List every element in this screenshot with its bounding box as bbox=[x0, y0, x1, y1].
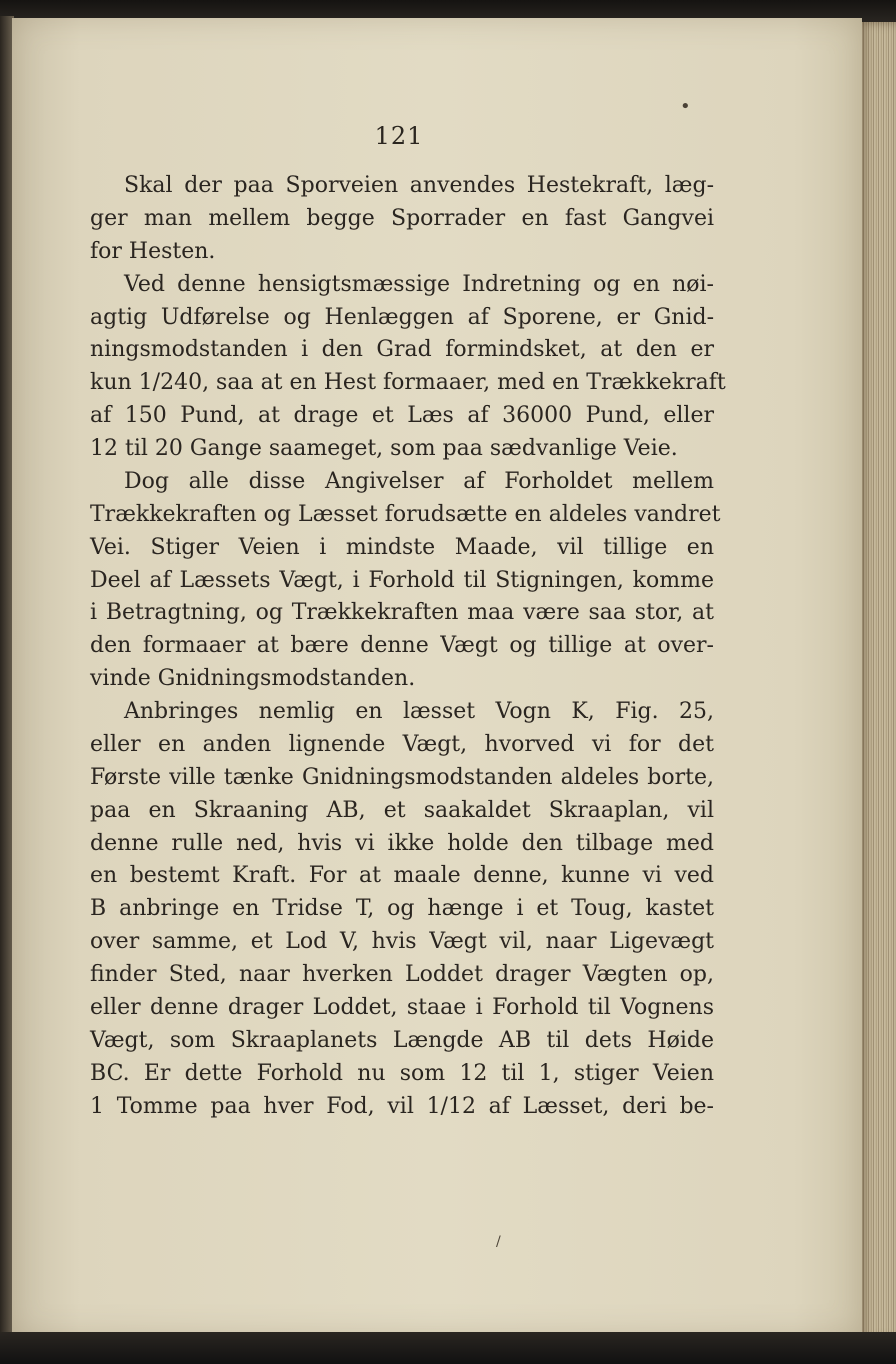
text-line: i Betragtning, og Trækkekraften maa være saa stor, at bbox=[90, 600, 714, 626]
text-line: Deel af Læssets Vægt, i Forhold til Stigningen, komme bbox=[90, 567, 714, 593]
page-number: 121 bbox=[374, 122, 424, 150]
text-line: kun 1/240, saa at en Hest formaaer, med en Trækkekraft bbox=[90, 370, 726, 396]
pencil-mark: / bbox=[496, 1234, 501, 1250]
text-line: ger man mellem begge Sporrader en fast Gangvei bbox=[90, 205, 714, 231]
text-line: Skal der paa Sporveien anvendes Hestekraft, læg- bbox=[124, 173, 714, 198]
text-line: Trækkekraften og Læsset forudsætte en aldeles vandret bbox=[90, 501, 721, 527]
text-line: finder Sted, naar hverken Loddet drager Vægten op, bbox=[90, 962, 714, 987]
text-line: af 150 Pund, at drage et Læs af 36000 Pund, eller bbox=[90, 403, 714, 429]
text-line: BC. Er dette Forhold nu som 12 til 1, stiger Veien bbox=[90, 1060, 714, 1086]
text-line: Ved denne hensigtsmæssige Indretning og en nøi- bbox=[124, 271, 714, 297]
text-line: Anbringes nemlig en læsset Vogn K, Fig. 25, bbox=[124, 699, 714, 724]
text-line: over samme, et Lod V, hvis Vægt vil, naar Ligevægt bbox=[90, 929, 714, 955]
text-line: 12 til 20 Gange saameget, som paa sædvanlige Veie. bbox=[90, 436, 678, 461]
text-line: Vægt, som Skraaplanets Længde AB til dets Høide bbox=[90, 1027, 714, 1053]
text-line: for Hesten. bbox=[90, 238, 216, 264]
text-line: agtig Udførelse og Henlæggen af Sporene, er Gnid- bbox=[90, 304, 714, 330]
text-line: 1 Tomme paa hver Fod, vil 1/12 af Læsset, deri be- bbox=[90, 1093, 714, 1119]
text-line: en bestemt Kraft. For at maale denne, kunne vi ved bbox=[90, 863, 714, 889]
book-page bbox=[12, 18, 862, 1336]
text-line: paa en Skraaning AB, et saakaldet Skraaplan, vil bbox=[90, 797, 714, 823]
text-line: vinde Gnidningsmodstanden. bbox=[90, 666, 416, 692]
text-line: Dog alle disse Angivelser af Forholdet mellem bbox=[124, 468, 714, 494]
ink-spot: • bbox=[680, 96, 691, 117]
body-text bbox=[90, 170, 726, 1123]
text-line: denne rulle ned, hvis vi ikke holde den tilbage med bbox=[90, 830, 714, 856]
text-line: den formaaer at bære denne Vægt og tillige at over- bbox=[90, 633, 714, 659]
bottom-edge bbox=[0, 1332, 896, 1364]
text-line: B anbringe en Tridse T, og hænge i et Toug, kastet bbox=[90, 896, 714, 922]
text-line: eller denne drager Loddet, staae i Forhold til Vognens bbox=[90, 994, 714, 1020]
page-stack-edge bbox=[858, 22, 896, 1340]
text-line: ningsmodstanden i den Grad formindsket, at den er bbox=[90, 337, 714, 363]
text-line: Første ville tænke Gnidningsmodstanden aldeles borte, bbox=[90, 764, 714, 790]
text-line: eller en anden lignende Vægt, hvorved vi for det bbox=[90, 731, 714, 757]
text-line: Vei. Stiger Veien i mindste Maade, vil tillige en bbox=[90, 534, 714, 560]
